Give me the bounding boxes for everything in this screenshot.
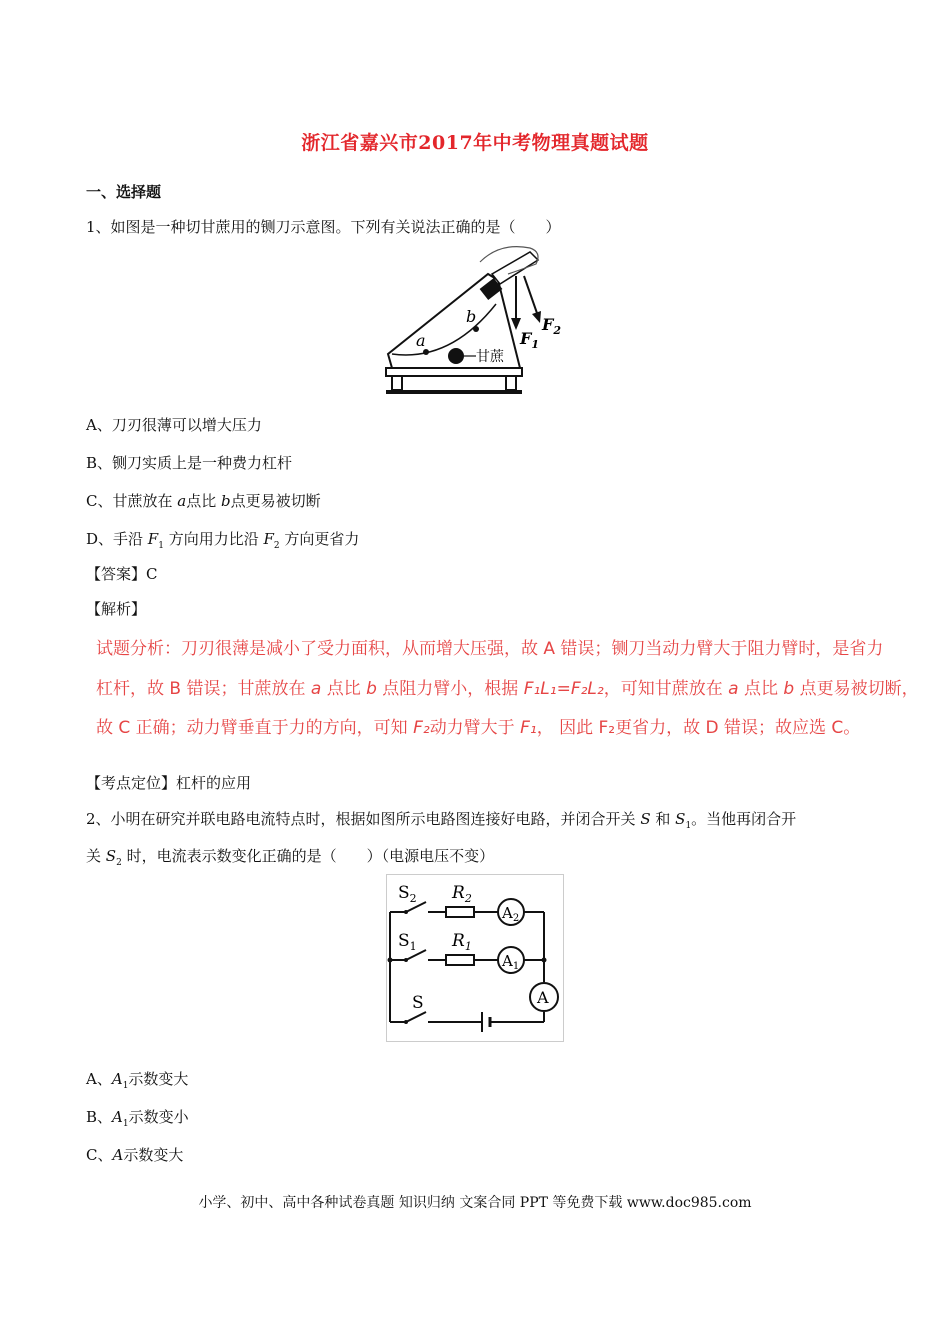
section-heading: 一、选择题 [86,183,162,201]
q1-analysis-line-2: 杠杆，故 B 错误；甘蔗放在 a 点比 b 点阻力臂小，根据 F₁L₁=F₂L₂，可知甘蔗放在 a 点比 b 点更易被切断， [96,679,919,699]
force-f1-label: $F_1$ [520,329,540,351]
page-footer: 小学、初中、高中各种试卷真题 知识归纳 文案合同 PPT 等免费下载 www.doc985.com [198,1195,752,1211]
q2-option-c: C、A示数变大 [86,1146,184,1164]
q1-analysis-line-3: 故 C 正确；动力臂垂直于力的方向，可知 F₂动力臂大于 F₁， 因此 F₂更省力，故 D 错误；故应选 C。 [96,718,861,738]
guillotine-figure [380,244,570,396]
point-a-label: a [416,331,426,350]
q1-option-d: D、手沿 $F_1$ 方向用力比沿 $F_2$ 方向更省力 [86,530,360,551]
q1-kaodian: 【考点定位】杠杆的应用 [86,774,252,792]
ammeter-a1-label: $A_1$ [502,952,520,972]
force-f2-label: $F_2$ [542,315,562,337]
q1-option-c: C、甘蔗放在 a点比 b点更易被切断 [86,492,321,510]
question-1-stem: 1、如图是一种切甘蔗用的铡刀示意图。下列有关说法正确的是（ ） [86,218,561,236]
point-b-label: b [466,307,477,326]
switch-s1-label: $S_1$ [398,931,417,953]
q2-option-b: B、$A_1$示数变小 [86,1108,189,1129]
resistor-r2-label: $R_2$ [452,883,472,905]
ammeter-a2-label: $A_2$ [502,904,520,924]
page-title: 浙江省嘉兴市2017年中考物理真题试题 [301,132,649,154]
q2-option-a: A、$A_1$示数变大 [86,1070,189,1091]
switch-s-label: S [412,993,424,1013]
sugarcane-label: 甘蔗 [476,349,504,365]
sugarcane [448,348,464,364]
q1-option-b: B、铡刀实质上是一种费力杠杆 [86,454,293,472]
circuit-figure [386,874,564,1042]
q1-analysis-line-1: 试题分析：刀刃很薄是减小了受力面积，从而增大压强，故 A 错误；铡刀当动力臂大于阻力臂时，是省力 [96,639,884,659]
switch-s2-label: $S_2$ [398,883,417,905]
q1-option-a: A、刀刃很薄可以增大压力 [86,416,262,434]
resistor-r1-label: $R_1$ [452,931,472,953]
ammeter-a-label: A [537,988,549,1007]
q1-answer: 【答案】C [86,565,158,583]
question-2-stem-line-2: 关 $S_2$ 时，电流表示数变化正确的是（ ）（电源电压不变） [86,847,495,868]
q1-analysis-label: 【解析】 [86,600,147,618]
question-2-stem-line-1: 2、小明在研究并联电路电流特点时，根据如图所示电路图连接好电路，并闭合开关 S 和 $S_1$。当他再闭合开 [86,810,797,831]
base-board [386,368,522,376]
